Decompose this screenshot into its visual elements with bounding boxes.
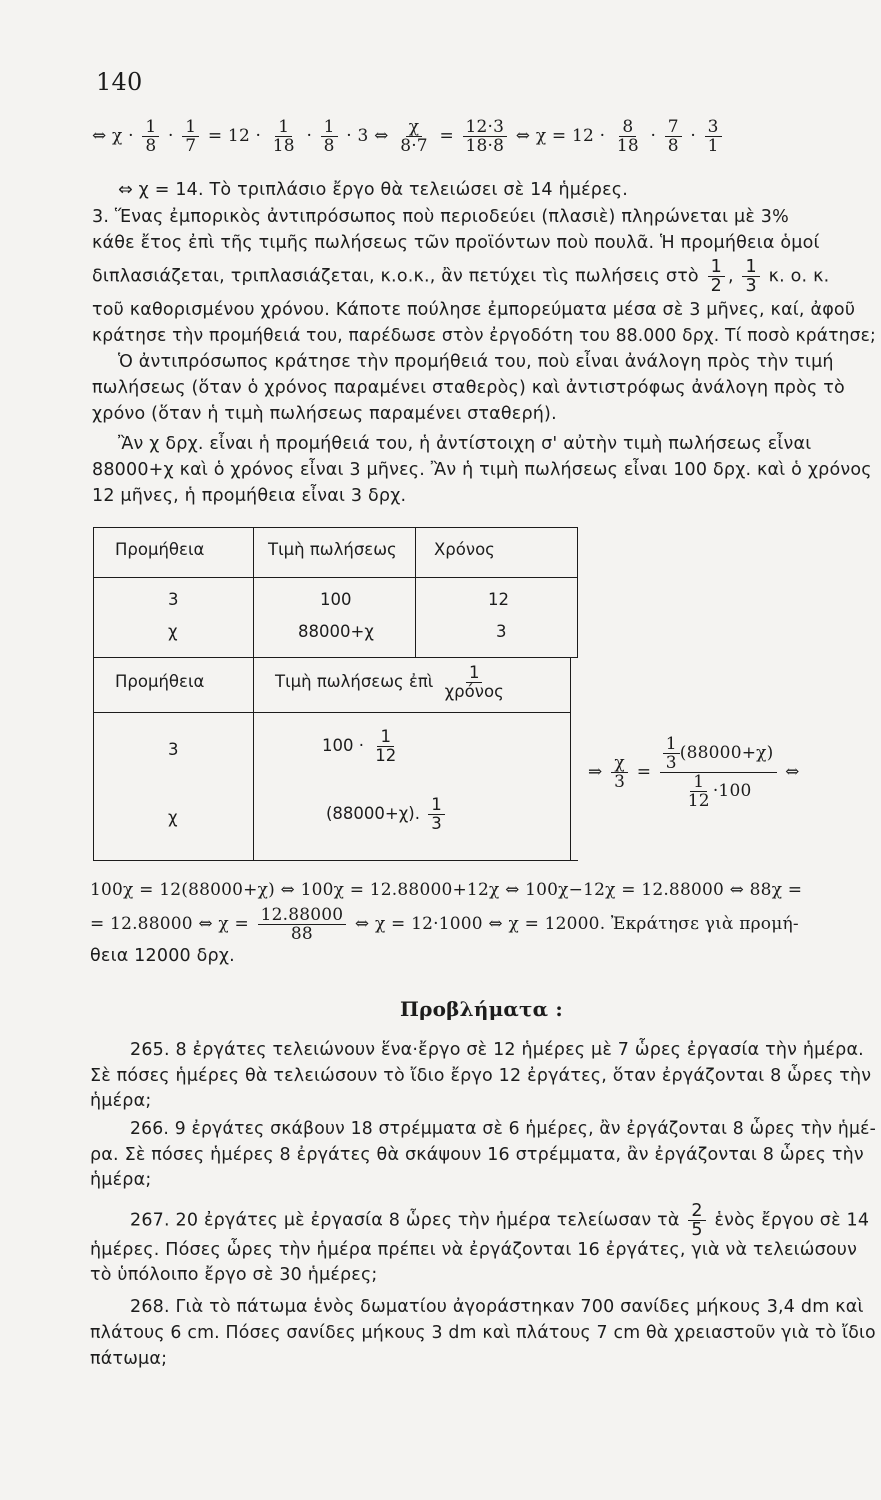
equation-line-3: 100χ = 12(88000+χ) ⇔ 100χ = 12.88000+12χ ⇔ 100χ−12χ = 12.88000 ⇔ 88χ = [90, 880, 803, 900]
equation-line-2: ⇔ χ = 14. Τὸ τριπλάσιο ἔργο θὰ τελειώσει σὲ 14 ἡμέρες. [118, 180, 629, 200]
problem-265-line-2: Σὲ πόσες ἡμέρες θὰ τελειώσουν τὸ ἴδιο ἔργο 12 ἐργάτες, ὅταν ἐργάζονται 8 ὧρες τὴν [90, 1066, 872, 1086]
problems-title: Προβλήματα : [400, 997, 563, 1021]
cell-time-1: 12 [488, 590, 509, 609]
problem-267-line-1: 267. 20 ἐργάτες μὲ ἐργασία 8 ὧρες τὴν ἡμέρα τελείωσαν τὰ $\frac{2}{5}$ ἑνὸς ἔργου σὲ 14 [130, 1201, 870, 1240]
cell-price-2: 88000+χ [298, 622, 374, 641]
header-sale-price: Τιμὴ πωλήσεως [268, 540, 397, 559]
problem-268-line-2: πλάτους 6 cm. Πόσες σανίδες μήκους 3 dm καὶ πλάτους 7 cm θὰ χρειαστοῦν γιὰ τὸ ἴδιο [90, 1323, 876, 1343]
example-3-line-4: τοῦ καθορισμένου χρόνου. Κάποτε πούλησε ἐμπορεύματα μέσα σὲ 3 μῆνες, καί, ἀφοῦ [92, 300, 856, 320]
equation-line-4: = 12.88000 ⇔ χ = $\frac{12.88000}{88}$ ⇔ χ = 12·1000 ⇔ χ = 12000. Ἐκράτησε γιὰ προμή- [90, 905, 799, 944]
equation-line-5: θεια 12000 δρχ. [90, 946, 235, 966]
side-equation: ⇒ $\frac{\chi}{3}$ = $\frac{1}{3}$ (88000+χ) $\frac{1}{12}$ ·100 ⇔ [588, 734, 800, 811]
problem-267-line-2: ἡμέρες. Πόσες ὧρες τὴν ἡμέρα πρέπει νὰ ἐργάζονται 16 ἐργάτες, γιὰ νὰ τελειώσουν [90, 1240, 858, 1260]
example-3-line-8: χρόνο (ὅταν ἡ τιμὴ πωλήσεως παραμένει σταθερή). [92, 404, 557, 424]
cell2-price-1: 100 · $\frac{1}{12}$ [322, 727, 397, 765]
cell2-price-2: (88000+χ). $\frac{1}{3}$ [326, 796, 448, 833]
header-commission: Προμήθεια [115, 540, 205, 559]
cell2-commission-2: χ [168, 808, 178, 827]
cell-commission-1: 3 [168, 590, 179, 609]
problem-266-line-3: ἡμέρα; [90, 1170, 152, 1190]
example-3-line-3: διπλασιάζεται, τριπλασιάζεται, κ.ο.κ., ἂν πετύχει τὶς πωλήσεις στὸ $\frac{1}{2}$ , $\frac{1}{3}$ κ. ο. κ. [92, 257, 830, 296]
cell-commission-2: χ [168, 622, 178, 641]
problem-266-line-1: 266. 9 ἐργάτες σκάβουν 18 στρέμματα σὲ 6 ἡμέρες, ἂν ἐργάζονται 8 ὧρες τὴν ἡμέ- [130, 1119, 877, 1139]
cell-price-1: 100 [320, 590, 352, 609]
example-3-line-10: 88000+χ καὶ ὁ χρόνος εἶναι 3 μῆνες. Ἂν ἡ τιμὴ πωλήσεως εἶναι 100 δρχ. καὶ ὁ χρόνος [92, 460, 872, 480]
example-3-line-5: κράτησε τὴν προμήθειά του, παρέδωσε στὸν ἐργοδότη του 88.000 δρχ. Τί ποσὸ κράτησε; [92, 326, 877, 346]
example-3-line-2: κάθε ἔτος ἐπὶ τῆς τιμῆς πωλήσεως τῶν προϊόντων ποὺ πουλᾶ. Ἡ προμήθεια ὁμοί [92, 233, 820, 253]
example-3-line-7: πωλήσεως (ὅταν ὁ χρόνος παραμένει σταθερὸς) καὶ ἀντιστρόφως ἀνάλογη πρὸς τὸ [92, 378, 845, 398]
problem-265-line-3: ἡμέρα; [90, 1091, 152, 1111]
page-number: 140 [96, 68, 143, 96]
example-3-line-6: Ὁ ἀντιπρόσωπος κράτησε τὴν προμήθειά του, ποὺ εἶναι ἀνάλογη πρὸς τὴν τιμή [118, 352, 834, 372]
cell-time-2: 3 [496, 622, 507, 641]
equation-line-1: ⇔ χ · $\frac{1}{8}$ · $\frac{1}{7}$ = 12 · $\frac{1}{18}$ · $\frac{1}{8}$ · 3 ⇔ $\frac{\chi}{8\cdot 7}$ = $\frac{12\cdot 3}{18\cdot 8}$ ⇔ χ = 12 · $\frac{8}{18}$ · $\frac{7}{8}$ · $\frac{3}{1}$ [92, 118, 725, 155]
cell2-commission-1: 3 [168, 740, 179, 759]
header2-commission: Προμήθεια [115, 672, 205, 691]
problem-266-line-2: ρα. Σὲ πόσες ἡμέρες 8 ἐργάτες θὰ σκάψουν 16 στρέμματα, ἂν ἐργάζονται 8 ὧρες τὴν [90, 1145, 864, 1165]
example-3-line-11: 12 μῆνες, ἡ προμήθεια εἶναι 3 δρχ. [92, 486, 407, 506]
example-3-line-1: 3. Ἕνας ἐμπορικὸς ἀντιπρόσωπος ποὺ περιοδεύει (πλασιὲ) πληρώνεται μὲ 3% [92, 207, 789, 227]
problem-267-line-3: τὸ ὑπόλοιπο ἔργο σὲ 30 ἡμέρες; [90, 1265, 378, 1285]
header2-price-per-time: Τιμὴ πωλήσεως ἐπὶ $\frac{1}{\text{χρόνος}}$ [275, 663, 504, 701]
problem-268-line-3: πάτωμα; [90, 1349, 168, 1369]
header-time: Χρόνος [434, 540, 495, 559]
problem-265-line-1: 265. 8 ἐργάτες τελειώνουν ἕνα·ἔργο σὲ 12 ἡμέρες μὲ 7 ὧρες ἐργασία τὴν ἡμέρα. [130, 1040, 864, 1060]
problem-268-line-1: 268. Γιὰ τὸ πάτωμα ἑνὸς δωματίου ἀγοράστηκαν 700 σανίδες μήκους 3,4 dm καὶ [130, 1297, 864, 1317]
example-3-line-9: Ἂν χ δρχ. εἶναι ἡ προμήθειά του, ἡ ἀντίστοιχη σ' αὐτὴν τιμὴ πωλήσεως εἶναι [118, 434, 812, 454]
